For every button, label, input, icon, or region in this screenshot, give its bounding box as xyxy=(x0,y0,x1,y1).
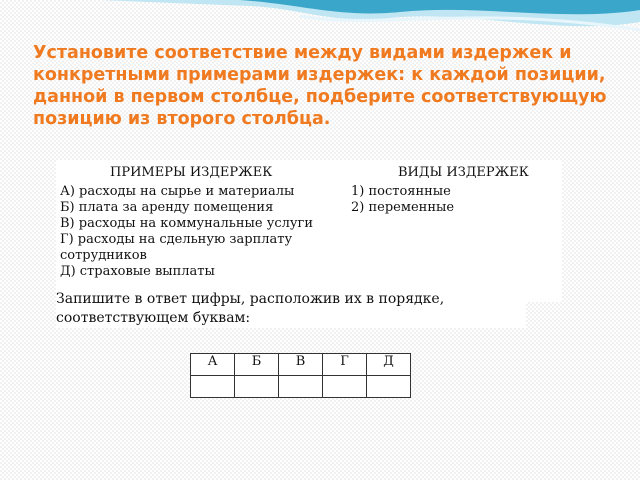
instruction-text: Запишите в ответ цифры, расположив их в порядке, соответствующем буквам: xyxy=(56,290,526,328)
answer-letters-row xyxy=(191,354,411,376)
task-title: Установите соответствие между видами издержек и конкретными примерами издержек: к каждой позиции, данной в первом столбце, подберите соответствующую позицию из второго столбца. xyxy=(33,43,607,129)
types-list xyxy=(351,184,551,216)
answer-letter: Б xyxy=(235,354,279,376)
example-item: Б) плата за аренду помещения xyxy=(60,200,274,215)
example-item: В) расходы на коммунальные услуги xyxy=(60,216,314,231)
example-item: Д) страховые выплаты xyxy=(60,264,215,279)
types-header: ВИДЫ ИЗДЕРЖЕК xyxy=(398,165,529,180)
answer-letter: А xyxy=(191,354,235,376)
answer-cell-g[interactable] xyxy=(323,376,367,398)
type-item: 2) переменные xyxy=(351,200,455,215)
example-item: Г) расходы на сдельную зарплату сотрудников xyxy=(60,232,293,263)
answer-cell-v[interactable] xyxy=(279,376,323,398)
answer-cell-b[interactable] xyxy=(235,376,279,398)
example-item: А) расходы на сырье и материалы xyxy=(60,184,295,199)
examples-header: ПРИМЕРЫ ИЗДЕРЖЕК xyxy=(110,165,273,180)
answer-cell-d[interactable] xyxy=(367,376,411,398)
matching-table xyxy=(56,160,562,302)
answer-cell-a[interactable] xyxy=(191,376,235,398)
type-item: 1) постоянные xyxy=(351,184,451,199)
answer-letter: Д xyxy=(367,354,411,376)
examples-list xyxy=(60,184,345,280)
answer-table xyxy=(190,353,411,398)
answer-letter: Г xyxy=(323,354,367,376)
answer-letter: В xyxy=(279,354,323,376)
answer-input-row xyxy=(191,376,411,398)
